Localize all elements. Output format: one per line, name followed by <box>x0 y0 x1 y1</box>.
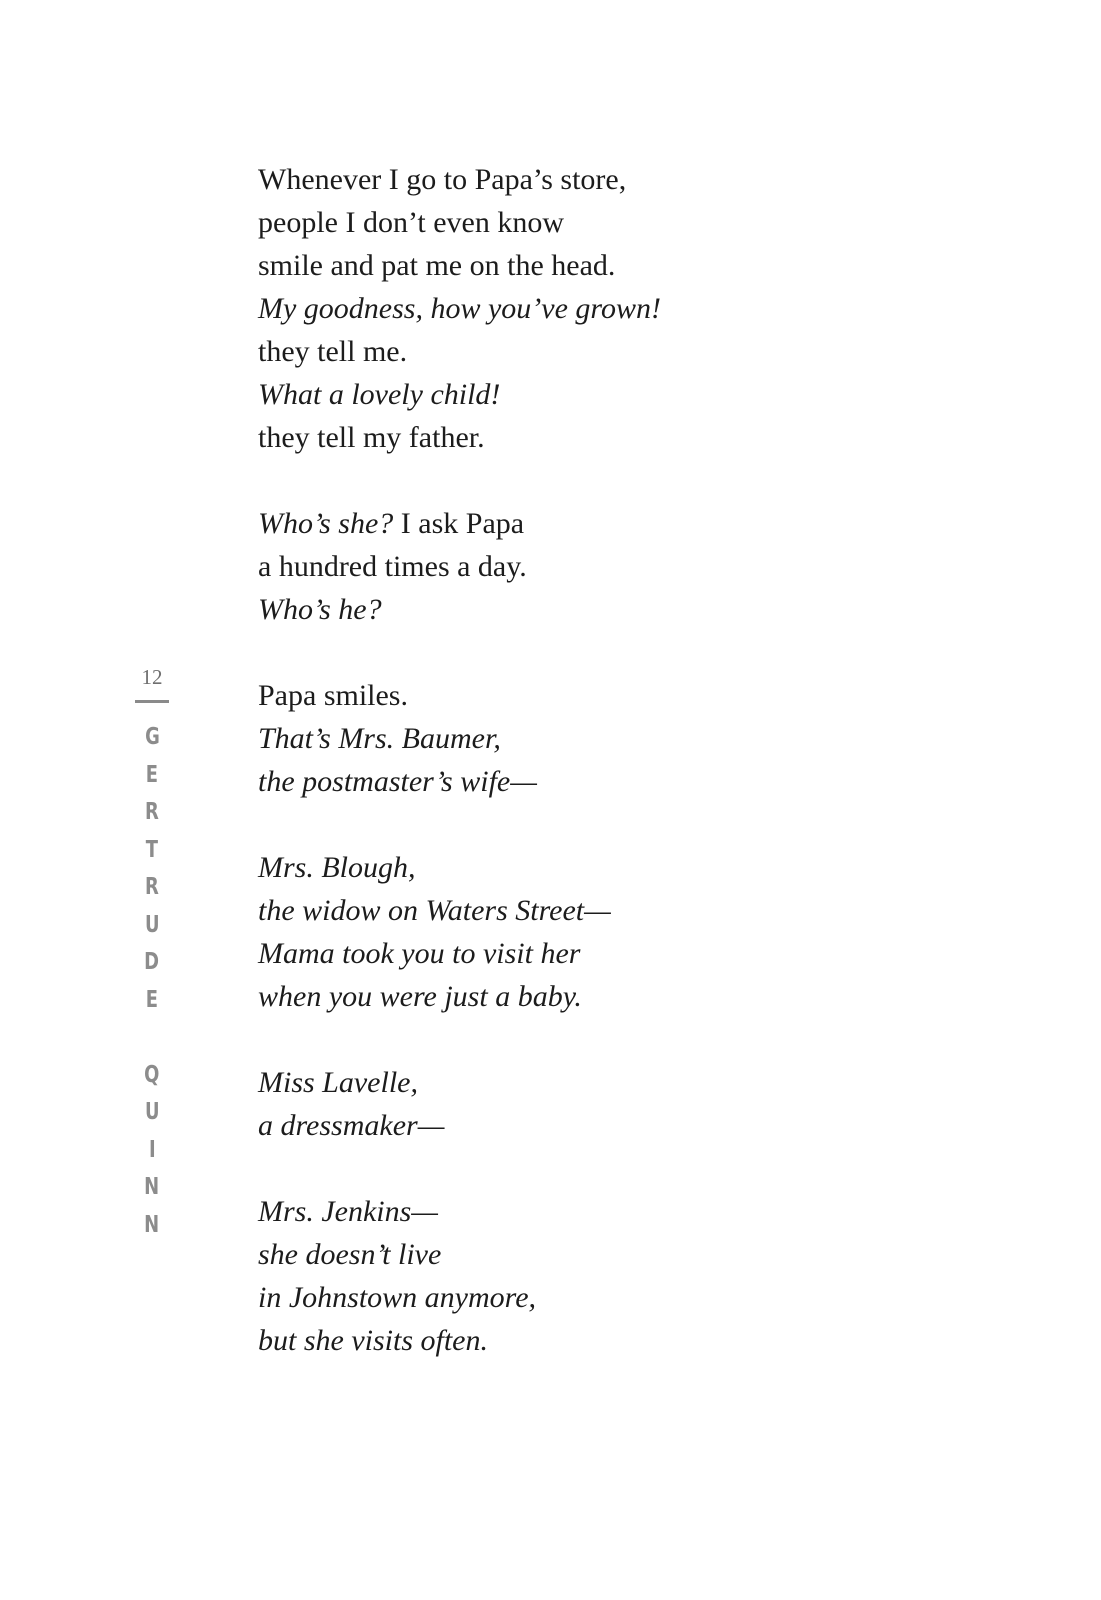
running-head-letter: R <box>145 799 159 825</box>
running-head-letter: T <box>145 836 159 863</box>
poem-line: Whenever I go to Papa’s store, <box>258 163 627 196</box>
running-head <box>130 719 174 1244</box>
poem-line: smile and pat me on the head. <box>258 249 616 282</box>
poem-line-italic: she doesn’t live <box>258 1238 442 1271</box>
poem-line-italic: Miss Lavelle, <box>258 1066 418 1099</box>
running-head-letter: U <box>144 911 160 938</box>
poem-body <box>258 158 778 1362</box>
running-head-letter: N <box>144 1211 160 1238</box>
poem-line-italic-part: Who’s she? <box>258 507 394 540</box>
folio-divider <box>135 700 169 703</box>
stanza <box>258 846 778 1018</box>
running-head-letter: G <box>144 724 160 750</box>
poem-line-italic: What a lovely child! <box>258 378 501 411</box>
stanza <box>258 158 778 459</box>
poem-line <box>258 502 778 545</box>
page-folio <box>130 664 174 1244</box>
stanza <box>258 674 778 803</box>
poem-line-italic: a dressmaker— <box>258 1109 445 1142</box>
poem-line-italic: My goodness, how you’ve grown! <box>258 292 661 325</box>
poem-line-roman-part: I ask Papa <box>393 507 525 540</box>
running-head-letter: I <box>148 1136 156 1163</box>
running-head-letter: R <box>145 874 159 900</box>
stanza <box>258 1061 778 1147</box>
poem-line-italic: but she visits often. <box>258 1324 488 1357</box>
poem-line-italic: the postmaster’s wife— <box>258 765 537 798</box>
poem-line-italic: when you were just a baby. <box>258 980 582 1013</box>
running-head-letter: Q <box>144 1061 160 1088</box>
poem-line-italic: the widow on Waters Street— <box>258 894 611 927</box>
poem-line: people I don’t even know <box>258 206 565 239</box>
stanza <box>258 502 778 631</box>
running-head-letter: E <box>145 761 159 788</box>
running-head-letter: D <box>144 949 160 975</box>
poem-line-italic: That’s Mrs. Baumer, <box>258 722 501 755</box>
poem-line-italic: in Johnstown anymore, <box>258 1281 537 1314</box>
poem-line: they tell me. <box>258 335 408 368</box>
page-number: 12 <box>141 665 163 689</box>
poem-line-italic: Mama took you to visit her <box>258 937 581 970</box>
poem-line: they tell my father. <box>258 421 485 454</box>
poem-line-italic: Mrs. Jenkins— <box>258 1195 438 1228</box>
poem-line: Papa smiles. <box>258 679 408 712</box>
poem-line-italic: Mrs. Blough, <box>258 851 416 884</box>
running-head-letter: N <box>144 1174 160 1200</box>
stanza <box>258 1190 778 1362</box>
running-head-letter: E <box>145 986 159 1013</box>
poem-line-italic: Who’s he? <box>258 593 382 626</box>
running-head-letter: U <box>144 1099 160 1125</box>
poem-line: a hundred times a day. <box>258 550 527 583</box>
